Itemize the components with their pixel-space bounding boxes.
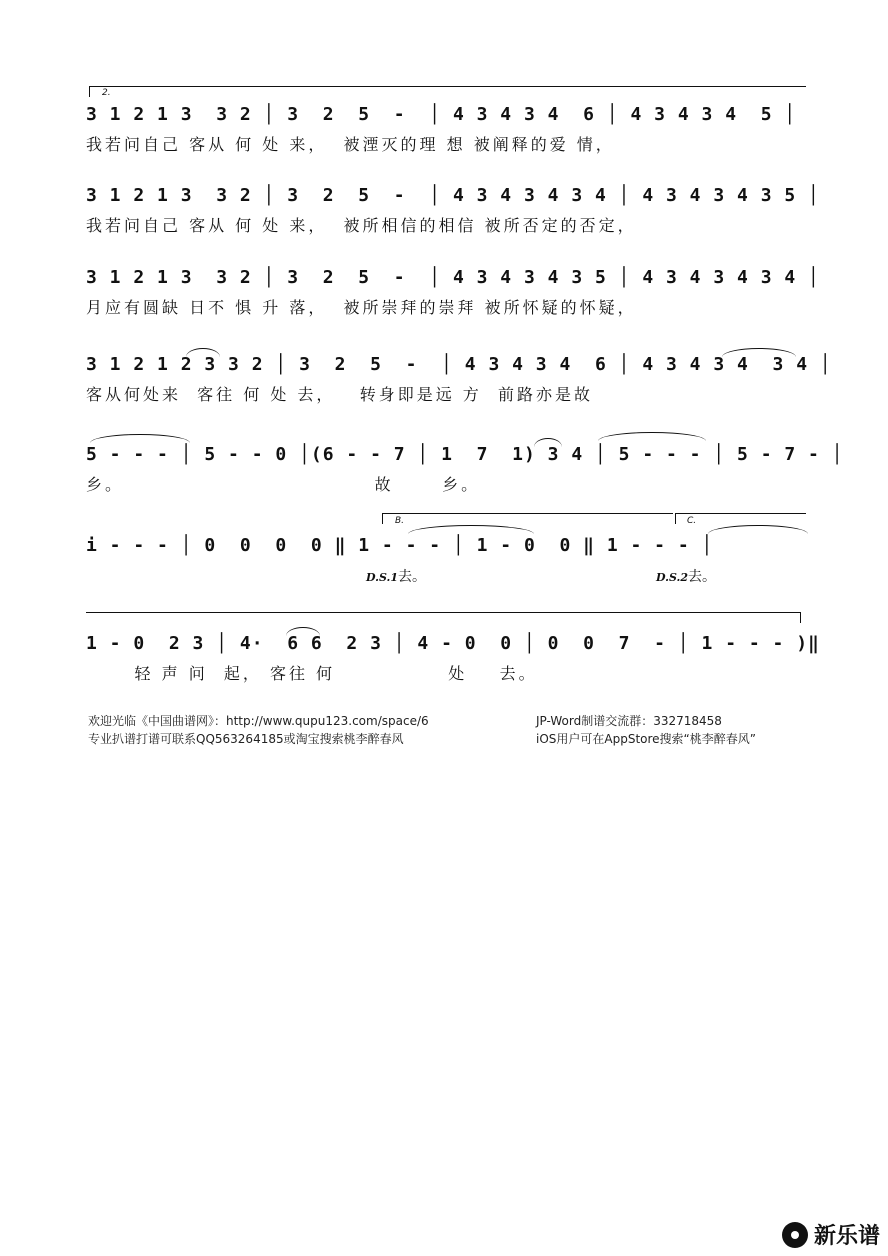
site-logo [782,1219,880,1250]
footer-line1-left: 欢迎光临《中国曲谱网》：http://www.qupu123.com/space/6 [88,714,429,728]
notes-row-7: 1 - 0 2 3 │ 4· 6 6 2 3 │ 4 - 0 0 │ 0 0 7 - │ 1 - - - )‖ [86,633,820,654]
lyrics-row-5: 乡。 故 乡。 [86,475,481,494]
ds2-go: 去。 [688,569,717,585]
lyrics-row-3: 月应有圆缺 日不 惧 升 落， 被所崇拜的崇拜 被所怀疑的怀疑， [86,298,637,317]
logo-text: 新乐谱 [813,1224,880,1249]
volta-2-label: 2. [102,88,111,98]
notes-row-1: 3 1 2 1 3 3 2 │ 3 2 5 - │ 4 3 4 3 4 6 │ 4 3 4 3 4 5 │ [86,104,797,125]
phrase-bracket [86,612,801,623]
footer-line2-left: 专业扒谱打谱可联系QQ563264185或淘宝搜索桃李醉春风 [88,732,404,746]
slur [708,525,808,534]
volta-c-label: C. [687,516,697,526]
vinyl-disc-icon [782,1222,808,1248]
volta-b [382,513,673,524]
notes-row-6: i - - - │ 0 0 0 0 ‖ 1 - - - │ 1 - 0 0 ‖ 1 - - - │ [86,535,714,556]
footer-line1-right: JP-Word制谱交流群：332718458 [536,714,722,728]
lyrics-row-7: 轻 声 问 起， 客往 何 处 去。 [86,664,538,683]
notes-row-4: 3 1 2 1 2 3 3 2 │ 3 2 5 - │ 4 3 4 3 4 6 │ 4 3 4 3 4 3 4 │ [86,354,832,375]
footer-line2-right: iOS用户可在AppStore搜索“桃李醉春风” [536,732,756,746]
ds1-go: 去。 [398,569,427,585]
notes-row-3: 3 1 2 1 3 3 2 │ 3 2 5 - │ 4 3 4 3 4 3 5 │ 4 3 4 3 4 3 4 │ [86,267,820,288]
notes-row-2: 3 1 2 1 3 3 2 │ 3 2 5 - │ 4 3 4 3 4 3 4 │ 4 3 4 3 4 3 5 │ [86,185,820,206]
ds2-text: D.S.2 [656,571,689,584]
notes-row-5: 5 - - - │ 5 - - 0 │(6 - - 7 │ 1 7 1) 3 4 │ 5 - - - │ 5 - 7 - │ [86,444,844,465]
slur [90,434,190,443]
lyrics-row-2: 我若问自己 客从 何 处 来， 被所相信的相信 被所否定的否定， [86,216,637,235]
volta-2 [89,86,806,97]
ds1-instruction [366,566,426,586]
slur [598,432,706,441]
slur [408,525,534,534]
ds2-instruction [656,566,716,586]
lyrics-row-1: 我若问自己 客从 何 处 来， 被湮灭的理 想 被阐释的爱 情， [86,135,615,154]
ds1-text: D.S.1 [366,571,399,584]
lyrics-row-4: 客从何处来 客往 何 处 去， 转身即是远 方 前路亦是故 [86,385,593,404]
volta-b-label: B. [395,516,405,526]
